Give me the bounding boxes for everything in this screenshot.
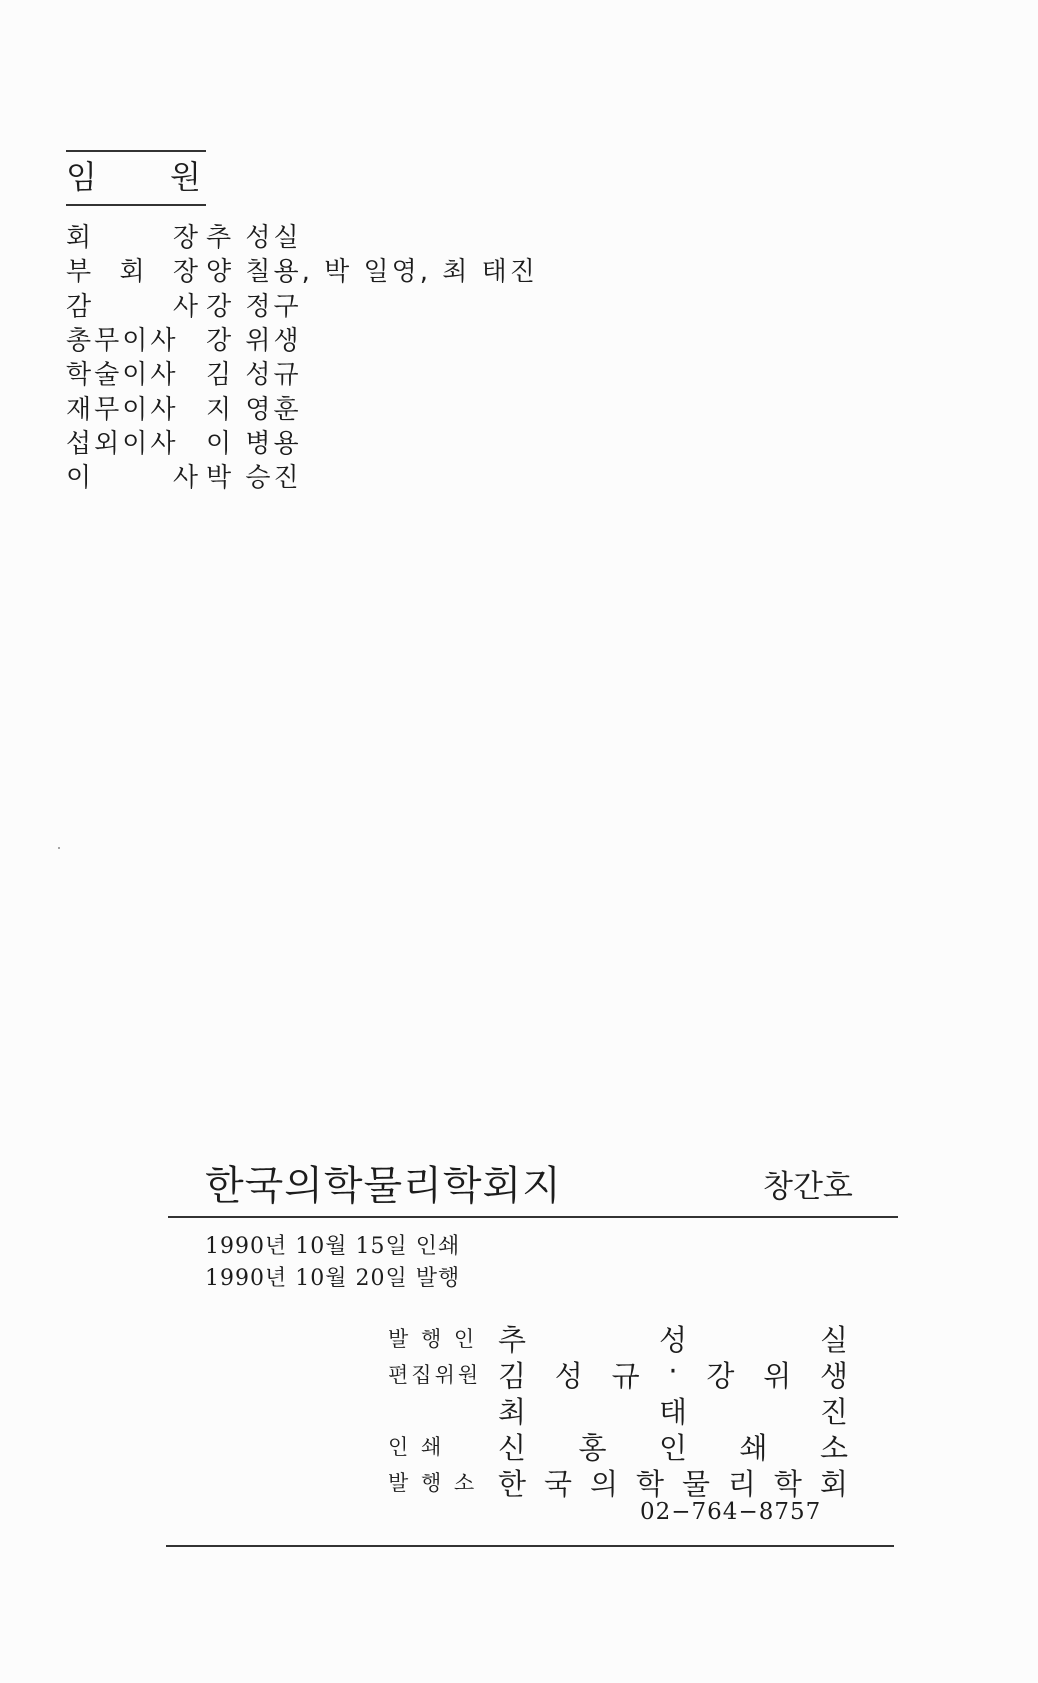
credit-value-char: 소	[819, 1430, 848, 1465]
officer-role-char: 감	[66, 291, 92, 322]
officer-names: 지 영훈	[206, 394, 302, 425]
officers-heading-second: 원	[170, 158, 201, 196]
credit-row	[388, 1426, 848, 1466]
credit-value-char: 물	[681, 1466, 710, 1501]
officer-names: 이 병용	[206, 428, 302, 459]
credit-value-char: 한	[498, 1466, 527, 1501]
credit-value	[498, 1390, 848, 1431]
officer-role-char: 회	[119, 257, 145, 288]
officer-role: 섭외이사	[66, 428, 179, 459]
officer-role: 재무이사	[66, 394, 179, 425]
officers-heading	[66, 150, 206, 206]
officer-names: 박 승진	[206, 463, 302, 494]
officer-role-char: 사	[172, 463, 198, 494]
officer-role-char: 장	[172, 257, 198, 288]
print-date: 1990년 10월 15일 인쇄	[205, 1234, 461, 1259]
officer-role-char: 사	[172, 291, 198, 322]
credit-value-char: 학	[773, 1466, 802, 1501]
credit-value-char: 성	[658, 1322, 687, 1357]
colophon-bottom-rule	[166, 1545, 894, 1547]
officer-names: 추 성실	[206, 223, 302, 253]
credit-value-char: 김	[498, 1358, 527, 1393]
officer-row	[66, 291, 302, 323]
credit-label: 편집위원	[388, 1363, 482, 1387]
officer-row	[66, 462, 302, 494]
issue-label: 창간호	[763, 1169, 853, 1205]
credit-row	[388, 1462, 848, 1502]
credit-value-char: 규	[611, 1358, 640, 1393]
officer-role-char: 장	[172, 223, 198, 253]
print-speck	[58, 847, 60, 849]
credit-value-char: 회	[819, 1466, 848, 1501]
officer-role	[66, 256, 198, 288]
credit-value-char: 강	[706, 1358, 735, 1393]
credit-label: 발 행 인	[388, 1327, 478, 1351]
credit-value	[498, 1426, 848, 1467]
officer-row	[66, 394, 302, 426]
credit-value-char: 위	[763, 1358, 792, 1393]
credit-value-char: 홍	[578, 1430, 607, 1465]
officer-names: 강 정구	[206, 291, 302, 322]
officer-row	[66, 256, 538, 288]
officer-row	[66, 222, 302, 254]
officer-row	[66, 359, 302, 391]
officer-role	[66, 462, 198, 494]
credit-value-char: 생	[819, 1358, 848, 1393]
officer-role-char: 회	[66, 223, 92, 253]
credit-row	[388, 1354, 848, 1394]
credit-value-char: 실	[819, 1322, 848, 1357]
officer-row	[66, 428, 302, 460]
publish-date: 1990년 10월 20일 발행	[205, 1266, 461, 1291]
credit-value-char: 최	[498, 1394, 527, 1429]
officer-role	[66, 291, 198, 323]
credit-value	[498, 1318, 848, 1359]
officer-role-char: 부	[66, 257, 92, 288]
credit-value-char: 진	[819, 1394, 848, 1429]
credit-value-char: 의	[589, 1466, 618, 1501]
credit-value-char: 리	[727, 1466, 756, 1501]
credit-value-char: 추	[498, 1322, 527, 1357]
credit-value-char: 성	[554, 1358, 583, 1393]
officer-role-char: 이	[66, 463, 92, 494]
credit-value-char: 신	[498, 1430, 527, 1465]
phone-number: 02−764−8757	[640, 1499, 822, 1525]
officer-role: 총무이사	[66, 325, 179, 356]
credit-value-char: 인	[658, 1430, 687, 1465]
officer-names: 양 칠용, 박 일영, 최 태진	[206, 257, 538, 288]
credit-value-char: 학	[635, 1466, 664, 1501]
officer-names: 강 위생	[206, 325, 302, 356]
credit-value	[498, 1354, 848, 1395]
credit-row	[388, 1318, 848, 1358]
credit-label: 인 쇄	[388, 1435, 445, 1459]
credit-row	[388, 1390, 848, 1430]
colophon-top-rule	[168, 1216, 898, 1218]
credit-value-char: ·	[668, 1353, 678, 1388]
officer-role	[66, 222, 198, 254]
officer-names: 김 성규	[206, 360, 302, 391]
credit-label: 발 행 소	[388, 1471, 478, 1495]
officers-heading-first: 임	[66, 158, 97, 196]
credit-value-char: 쇄	[739, 1430, 768, 1465]
officer-role: 학술이사	[66, 360, 179, 391]
journal-title: 한국의학물리학회지	[205, 1163, 562, 1209]
officer-row	[66, 325, 302, 357]
credit-value-char: 태	[658, 1394, 687, 1429]
credit-value-char: 국	[543, 1466, 572, 1501]
